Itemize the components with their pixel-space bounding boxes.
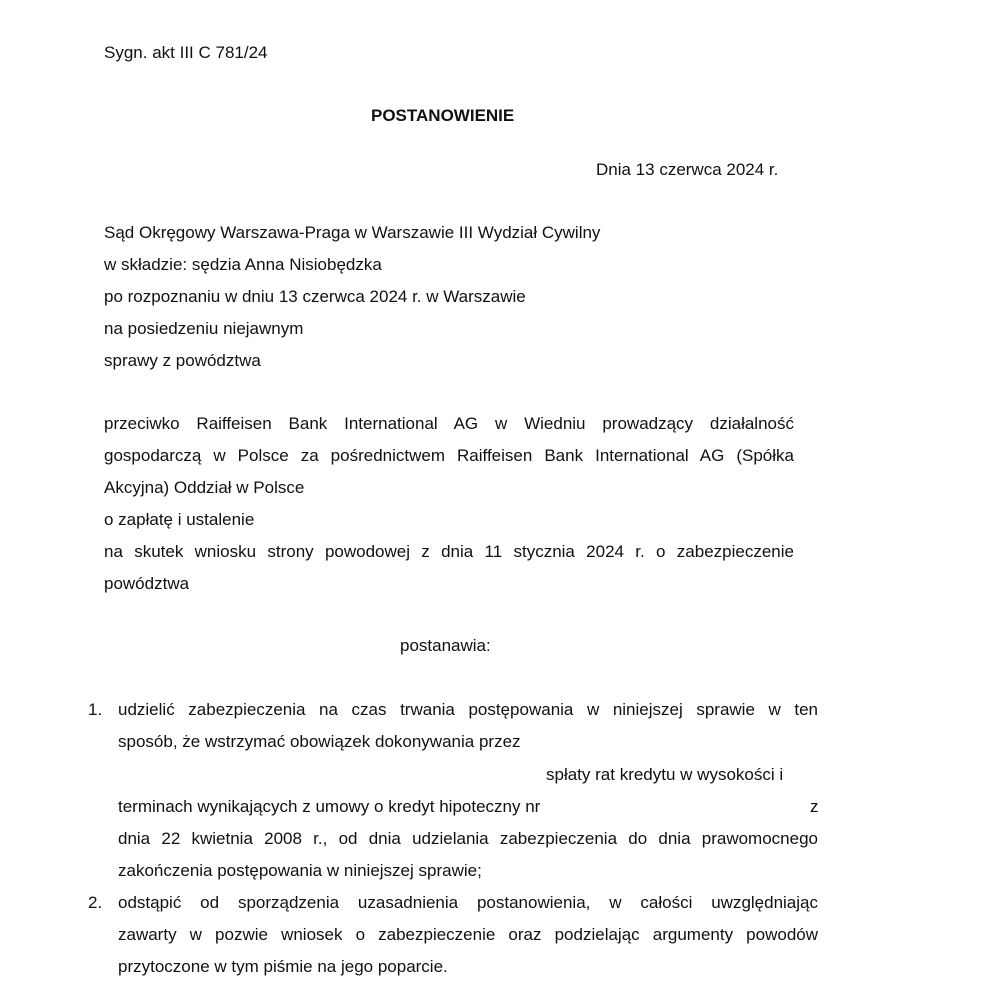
item-line: udzielić zabezpieczenia na czas trwania postępowania w niniejszej sprawie w ten [118, 700, 818, 719]
defendant-line: Akcyjna) Oddział w Polsce [104, 478, 305, 497]
item-line: przytoczone w tym piśmie na jego poparcie. [118, 957, 448, 976]
subject-line: na skutek wniosku strony powodowej z dnia 11 stycznia 2024 r. o zabezpieczenie [104, 542, 794, 561]
court-line: na posiedzeniu niejawnym [104, 319, 304, 338]
defendant-line: gospodarczą w Polsce za pośrednictwem Raiffeisen Bank International AG (Spółka [104, 446, 794, 465]
decision-word: postanawia: [400, 636, 491, 655]
court-line: Sąd Okręgowy Warszawa-Praga w Warszawie III Wydział Cywilny [104, 223, 601, 242]
court-line: w składzie: sędzia Anna Nisiobędzka [104, 255, 382, 274]
item-number: 2. [88, 893, 103, 912]
court-line: po rozpoznaniu w dniu 13 czerwca 2024 r. w Warszawie [104, 287, 526, 306]
item-line-end: z [810, 797, 819, 816]
case-number: Sygn. akt III C 781/24 [104, 43, 268, 62]
item-line: zakończenia postępowania w niniejszej sprawie; [118, 861, 482, 880]
item-line: terminach wynikających z umowy o kredyt hipoteczny nr [118, 797, 541, 816]
item-number: 1. [88, 700, 103, 719]
defendant-line: przeciwko Raiffeisen Bank International AG w Wiedniu prowadzący działalność [104, 414, 794, 433]
court-line: sprawy z powództwa [104, 351, 261, 370]
item-line: zawarty w pozwie wniosek o zabezpieczenie oraz podzielając argumenty powodów [118, 925, 818, 944]
subject-line: powództwa [104, 574, 190, 593]
document-date: Dnia 13 czerwca 2024 r. [596, 160, 779, 179]
subject-line: o zapłatę i ustalenie [104, 510, 255, 529]
item-line: sposób, że wstrzymać obowiązek dokonywania przez [118, 732, 521, 751]
item-line: odstąpić od sporządzenia uzasadnienia postanowienia, w całości uwzględniając [118, 893, 818, 912]
document-title: POSTANOWIENIE [371, 106, 515, 125]
item-line: spłaty rat kredytu w wysokości i [546, 765, 784, 784]
item-line: dnia 22 kwietnia 2008 r., od dnia udzielania zabezpieczenia do dnia prawomocnego [118, 829, 818, 848]
